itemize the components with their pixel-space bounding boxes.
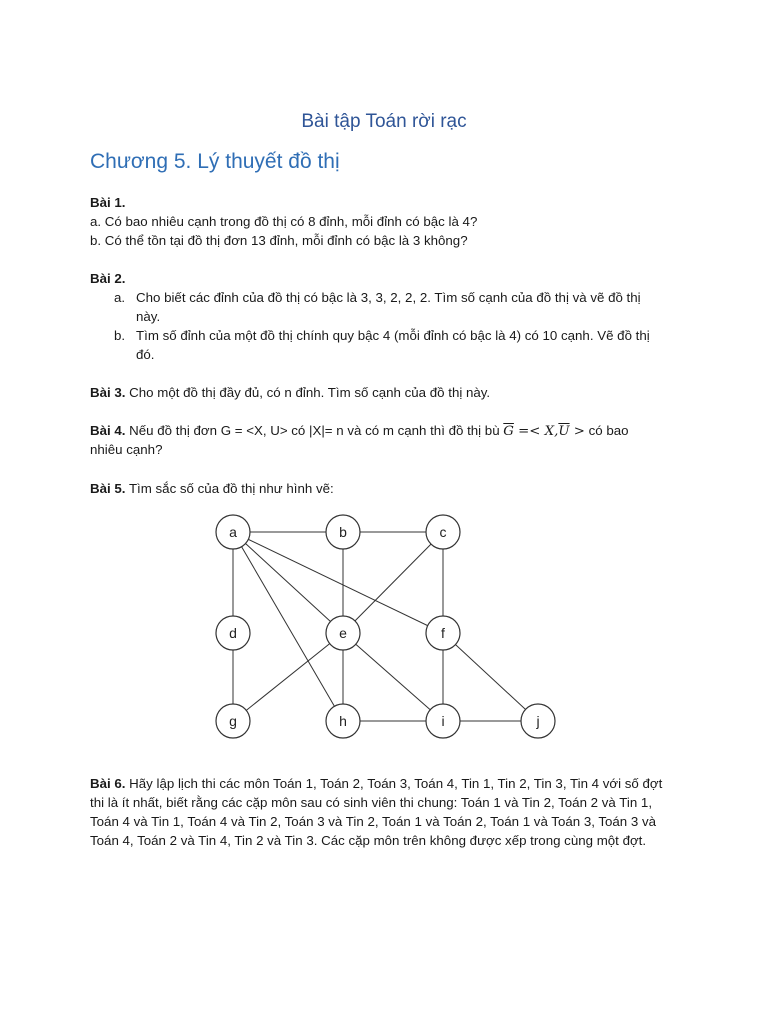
exercise-5-heading: Bài 5. bbox=[90, 481, 126, 496]
graph-node-label: e bbox=[339, 625, 347, 641]
formula-mid: =< X, bbox=[513, 424, 559, 439]
graph-node-j bbox=[521, 704, 555, 738]
graph-edge-f-j bbox=[443, 633, 538, 721]
exercise-2-b-line2: đó. bbox=[136, 347, 155, 362]
graph-edge-c-e bbox=[343, 532, 443, 633]
exercise-6 bbox=[90, 774, 662, 793]
exercise-2-b-label: b. bbox=[114, 328, 126, 343]
graph-node-g bbox=[216, 704, 250, 738]
exercise-6-line2: thi là ít nhất, biết rằng các cặp môn sau có sinh viên thi chung: Toán 1 và Tin 2, Toán 2 và Tin 1, bbox=[90, 795, 653, 810]
exercise-2-b-line1: Tìm số đỉnh của một đồ thị chính quy bậc 4 (mỗi đỉnh có bậc là 4) có 10 cạnh. Vẽ đồ thị bbox=[136, 328, 650, 343]
exercise-4-heading: Bài 4. bbox=[90, 423, 126, 438]
exercise-5 bbox=[90, 479, 334, 498]
graph-node-a bbox=[216, 515, 250, 549]
complement-g-symbol: $\overline{G}$ bbox=[503, 424, 514, 439]
exercise-1-heading: Bài 1. bbox=[90, 195, 126, 210]
graph-node-e bbox=[326, 616, 360, 650]
exercise-2-a-line2: này. bbox=[136, 309, 161, 324]
exercise-1-part-b: b. Có thể tồn tại đồ thị đơn 13 đỉnh, mỗi đỉnh có bậc là 3 không? bbox=[90, 233, 468, 248]
graph-node-label: d bbox=[229, 625, 237, 641]
exercise-4-text: Nếu đồ thị đơn G = <X, U> có |X|= n và có m cạnh thì đồ thị bù bbox=[125, 423, 504, 438]
exercise-3-heading: Bài 3. bbox=[90, 385, 126, 400]
exercise-6-line3: Toán 4 và Tin 1, Toán 4 và Tin 2, Toán 3 và Tin 2, Toán 1 và Toán 2, Toán 1 và Toán 3, Toán 3 và bbox=[90, 814, 657, 829]
graph-node-label: f bbox=[441, 625, 445, 641]
graph-node-label: h bbox=[339, 713, 347, 729]
complement-u-symbol: $\overline{U}$ bbox=[558, 424, 570, 439]
document-title: Bài tập Toán rời rạc bbox=[301, 111, 467, 132]
graph-node-c bbox=[426, 515, 460, 549]
graph-node-label: a bbox=[229, 524, 237, 540]
exercise-3 bbox=[90, 383, 490, 402]
graph-figure bbox=[198, 497, 570, 762]
graph-edge-a-h bbox=[233, 532, 343, 721]
exercise-3-text: Cho một đồ thị đầy đủ, có n đỉnh. Tìm số cạnh của đồ thị này. bbox=[125, 385, 491, 400]
graph-node-i bbox=[426, 704, 460, 738]
exercise-2-a-line1: Cho biết các đỉnh của đồ thị có bậc là 3, 3, 2, 2, 2. Tìm số cạnh của đồ thị và vẽ đồ thị bbox=[136, 290, 641, 305]
exercise-6-line1: Hãy lập lịch thi các môn Toán 1, Toán 2, Toán 3, Toán 4, Tin 1, Tin 2, Tin 3, Tin 4 với số đợt bbox=[125, 776, 663, 791]
graph-edge-e-i bbox=[343, 633, 443, 721]
exercise-2-heading: Bài 2. bbox=[90, 271, 126, 286]
exercise-6-line4: Toán 4, Toán 2 và Tin 4, Tin 2 và Tin 3. Các cặp môn trên không được xếp trong cùng một đợt. bbox=[90, 833, 647, 848]
exercise-6-heading: Bài 6. bbox=[90, 776, 126, 791]
graph-node-f bbox=[426, 616, 460, 650]
exercise-2-a-label: a. bbox=[114, 290, 126, 305]
graph-node-label: j bbox=[536, 713, 540, 729]
graph-node-label: c bbox=[439, 524, 447, 540]
chapter-heading: Chương 5. Lý thuyết đồ thị bbox=[90, 150, 340, 173]
exercise-5-text: Tìm sắc số của đồ thị như hình vẽ: bbox=[125, 481, 334, 496]
graph-node-label: g bbox=[229, 713, 237, 729]
graph-node-b bbox=[326, 515, 360, 549]
graph-node-label: b bbox=[339, 524, 347, 540]
exercise-1-part-a: a. Có bao nhiêu cạnh trong đồ thị có 8 đỉnh, mỗi đỉnh có bậc là 4? bbox=[90, 214, 478, 229]
exercise-4-text-end: có bao bbox=[584, 423, 629, 438]
graph-edge-a-e bbox=[233, 532, 343, 633]
graph-edge-e-g bbox=[233, 633, 343, 721]
graph-node-h bbox=[326, 704, 360, 738]
exercise-4-line2: nhiêu cạnh? bbox=[90, 442, 163, 457]
graph-node-label: i bbox=[441, 713, 445, 729]
exercise-4 bbox=[90, 421, 629, 441]
formula-end: > bbox=[569, 424, 585, 439]
graph-node-d bbox=[216, 616, 250, 650]
